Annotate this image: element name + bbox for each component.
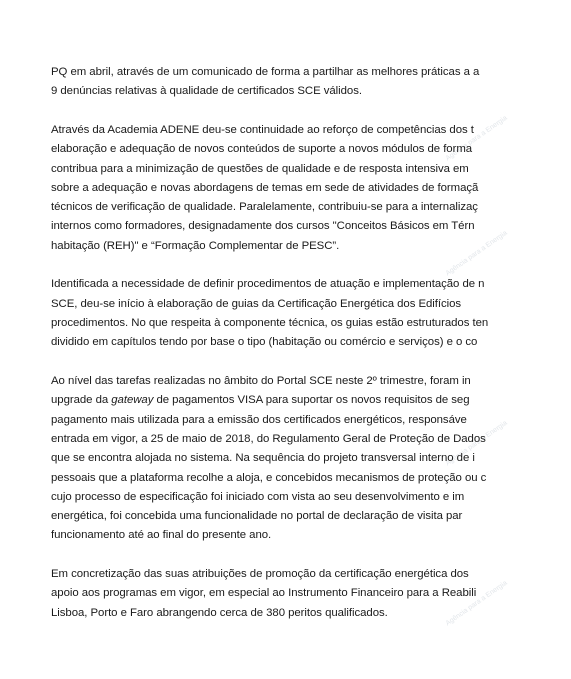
text-line: dividido em capítulos tendo por base o tipo (habitação ou comércio e serviços) e o co — [51, 336, 478, 349]
text-segment: de pagamentos VISA para suportar os novos requisitos de seg — [153, 394, 470, 407]
text-line: Ao nível das tarefas realizadas no âmbito do Portal SCE neste 2º trimestre, foram in — [51, 375, 471, 388]
text-line: funcionamento até ao final do presente ano. — [51, 529, 272, 542]
paragraph-portal-sce — [51, 372, 571, 546]
paragraph-promotion — [51, 565, 571, 623]
text-segment: upgrade da — [51, 394, 112, 407]
watermark-text: Agência para a Energia — [444, 229, 509, 278]
text-line: energética, foi concebida uma funcionalidade no portal de declaração de visita par — [51, 510, 463, 523]
text-line: 9 denúncias relativas à qualidade de certificados SCE válidos. — [51, 85, 362, 98]
paragraph-adene-academy — [51, 121, 571, 256]
text-line: contribua para a minimização de questões de qualidade e de resposta intensiva em — [51, 162, 469, 175]
text-line: técnicos de verificação de qualidade. Paralelamente, contribuiu-se para a internalizaç — [51, 201, 478, 214]
text-line: Através da Academia ADENE deu-se continuidade ao reforço de competências dos t — [51, 123, 474, 136]
text-line — [51, 391, 571, 410]
text-line: internos como formadores, designadamente dos cursos "Conceitos Básicos em Térn — [51, 220, 475, 233]
paragraph-procedures-guides — [51, 275, 571, 352]
text-line: cujo processo de especificação foi iniciado com vista ao seu desenvolvimento e im — [51, 490, 465, 503]
text-line: pessoais que a plataforma recolhe a aloja, e concebidos mecanismos de proteção ou c — [51, 471, 487, 484]
text-line: entrada em vigor, a 25 de maio de 2018, do Regulamento Geral de Proteção de Dados — [51, 432, 486, 445]
text-line: PQ em abril, através de um comunicado de forma a partilhar as melhores práticas a a — [51, 66, 480, 78]
text-line: SCE, deu-se início à elaboração de guias da Certificação Energética dos Edifícios — [51, 297, 462, 310]
text-line: Em concretização das suas atribuições de promoção da certificação energética dos — [51, 568, 469, 581]
paragraph-quality-complaints — [51, 63, 571, 102]
watermark-text: Agência para a Energia — [444, 114, 509, 163]
watermark-text: Agência para a Energia — [444, 419, 509, 468]
gateway-term: gateway — [111, 394, 154, 407]
text-line: sobre a adequação e novas abordagens de temas em sede de atividades de formaçã — [51, 181, 479, 194]
text-line: pagamento mais utilizada para a emissão dos certificados energéticos, responsáve — [51, 413, 467, 426]
text-line: Lisboa, Porto e Faro abrangendo cerca de 380 peritos qualificados. — [51, 606, 388, 619]
text-line: que se encontra alojada no sistema. Na sequência do projeto transversal interno de i — [51, 452, 475, 465]
text-line: procedimentos. No que respeita à componente técnica, os guias estão estruturados ten — [51, 317, 489, 330]
text-line: habitação (REH)" e “Formação Complementar de PESC”. — [51, 239, 340, 252]
text-line: apoio aos programas em vigor, em especial ao Instrumento Financeiro para a Reabili — [51, 587, 477, 600]
document-body — [51, 63, 571, 642]
text-line: Identificada a necessidade de definir procedimentos de atuação e implementação de n — [51, 278, 485, 291]
text-line: elaboração e adequação de novos conteúdos de suporte a novos módulos de forma — [51, 143, 473, 156]
watermark-text: Agência para a Energia — [444, 579, 509, 628]
